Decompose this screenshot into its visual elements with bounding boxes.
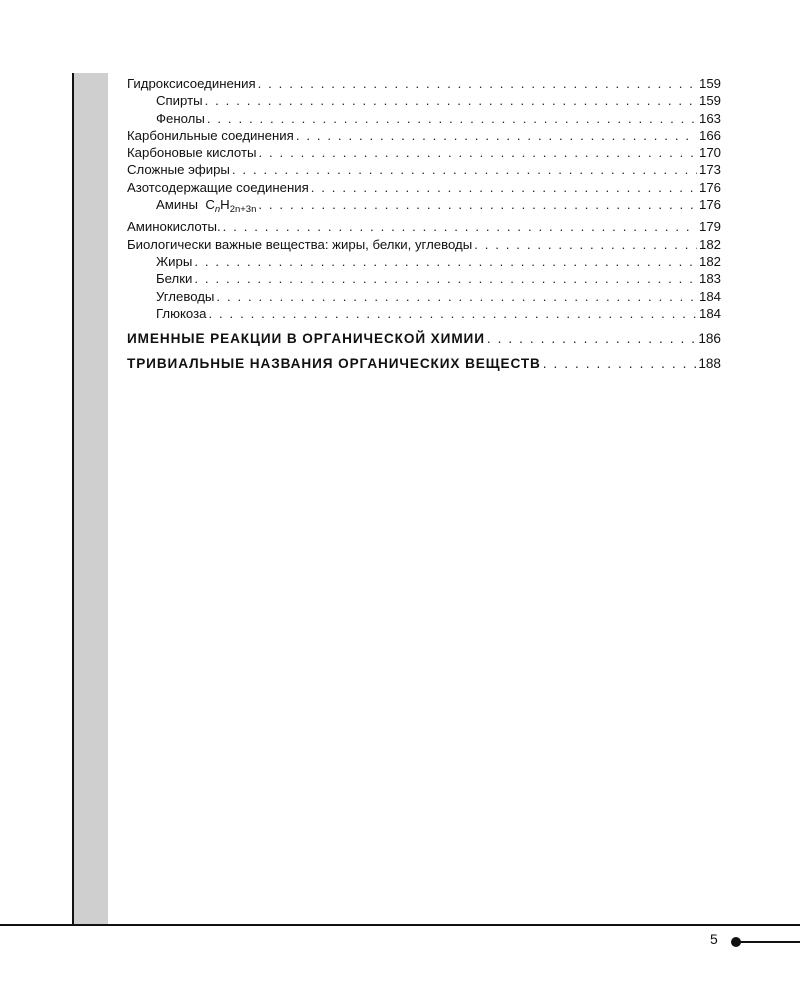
toc-entry-carbonyl[interactable] xyxy=(127,127,721,144)
toc-entry-page: 176 xyxy=(698,197,721,213)
leader-dots xyxy=(258,75,697,92)
toc-entry-carbohydrates[interactable] xyxy=(127,288,721,305)
toc-entry-page: 173 xyxy=(698,162,721,178)
page-marker-line xyxy=(734,941,800,943)
table-of-contents xyxy=(127,75,721,373)
toc-entry-biological-substances[interactable] xyxy=(127,236,721,253)
leader-dots xyxy=(311,179,697,196)
leader-dots xyxy=(296,127,697,144)
formula-c-subscript: n xyxy=(214,204,221,216)
toc-entry-page: 179 xyxy=(698,219,721,235)
page-number: 5 xyxy=(710,931,718,947)
toc-entry-page: 182 xyxy=(698,236,721,252)
toc-entry-carboxylic-acids[interactable] xyxy=(127,144,721,161)
toc-entry-fats[interactable] xyxy=(127,253,721,270)
toc-entry-alcohols[interactable] xyxy=(127,92,721,109)
toc-entry-label: Азотсодержащие соединения xyxy=(127,179,309,195)
toc-entry-label xyxy=(156,196,256,218)
leader-dots xyxy=(543,355,697,372)
toc-entry-label: Спирты xyxy=(156,93,203,109)
toc-entry-esters[interactable] xyxy=(127,161,721,178)
toc-entry-label: Аминокислоты. xyxy=(127,219,221,235)
toc-entry-label: Сложные эфиры xyxy=(127,162,230,178)
leader-dots xyxy=(487,330,696,347)
toc-entry-label: Углеводы xyxy=(156,288,215,304)
toc-entry-label: Фенолы xyxy=(156,110,205,126)
leader-dots xyxy=(194,270,697,287)
formula-h-subscript: 2n+3n xyxy=(229,204,257,216)
toc-entry-page: 159 xyxy=(698,76,721,91)
toc-entry-page: 176 xyxy=(698,179,721,195)
toc-entry-phenols[interactable] xyxy=(127,110,721,127)
toc-entry-page: 182 xyxy=(698,253,721,269)
leader-dots xyxy=(474,236,697,253)
toc-entry-page: 184 xyxy=(698,305,721,321)
toc-entry-label: Карбоновые кислоты xyxy=(127,145,257,161)
leader-dots xyxy=(208,305,697,322)
toc-section-label: ТРИВИАЛЬНЫЕ НАЗВАНИЯ ОРГАНИЧЕСКИХ ВЕЩЕСТВ xyxy=(127,356,541,372)
toc-section-name-reactions[interactable] xyxy=(127,330,721,347)
toc-section-page: 186 xyxy=(698,331,721,347)
toc-entry-amino-acids[interactable] xyxy=(127,218,721,235)
sidebar-bar xyxy=(72,73,108,925)
toc-entry-page: 166 xyxy=(698,127,721,143)
leader-dots xyxy=(258,144,697,161)
leader-dots xyxy=(232,161,697,178)
toc-entry-page: 163 xyxy=(698,110,721,126)
toc-entry-label: Гидроксисоединения xyxy=(127,76,256,91)
bottom-rule xyxy=(0,924,800,926)
toc-section-trivial-names[interactable] xyxy=(127,355,721,372)
toc-entry-page: 183 xyxy=(698,271,721,287)
toc-entry-glucose[interactable] xyxy=(127,305,721,322)
toc-section-page: 188 xyxy=(698,356,721,372)
toc-entry-nitrogen-compounds[interactable] xyxy=(127,179,721,196)
leader-dots xyxy=(223,218,697,235)
toc-entry-label: Жиры xyxy=(156,253,193,269)
toc-entry-amines[interactable] xyxy=(127,196,721,218)
toc-entry-label: Глюкоза xyxy=(156,305,207,321)
toc-entry-label: Карбонильные соединения xyxy=(127,127,294,143)
leader-dots xyxy=(194,253,697,270)
leader-dots xyxy=(216,288,697,305)
toc-entry-page: 170 xyxy=(698,145,721,161)
amines-label: Амины xyxy=(156,197,198,213)
toc-entry-label: Белки xyxy=(156,271,193,287)
toc-entry-page: 159 xyxy=(698,93,721,109)
formula-h: H xyxy=(220,197,230,213)
leader-dots xyxy=(207,110,697,127)
toc-section-label: ИМЕННЫЕ РЕАКЦИИ В ОРГАНИЧЕСКОЙ ХИМИИ xyxy=(127,331,485,347)
toc-entry-proteins[interactable] xyxy=(127,270,721,287)
toc-entry-label: Биологически важные вещества: жиры, белки, углеводы xyxy=(127,236,473,252)
toc-entry-hydroxy[interactable] xyxy=(127,75,721,92)
leader-dots xyxy=(205,92,697,109)
toc-entry-page: 184 xyxy=(698,288,721,304)
formula-c: C xyxy=(205,197,215,213)
leader-dots xyxy=(258,196,697,213)
